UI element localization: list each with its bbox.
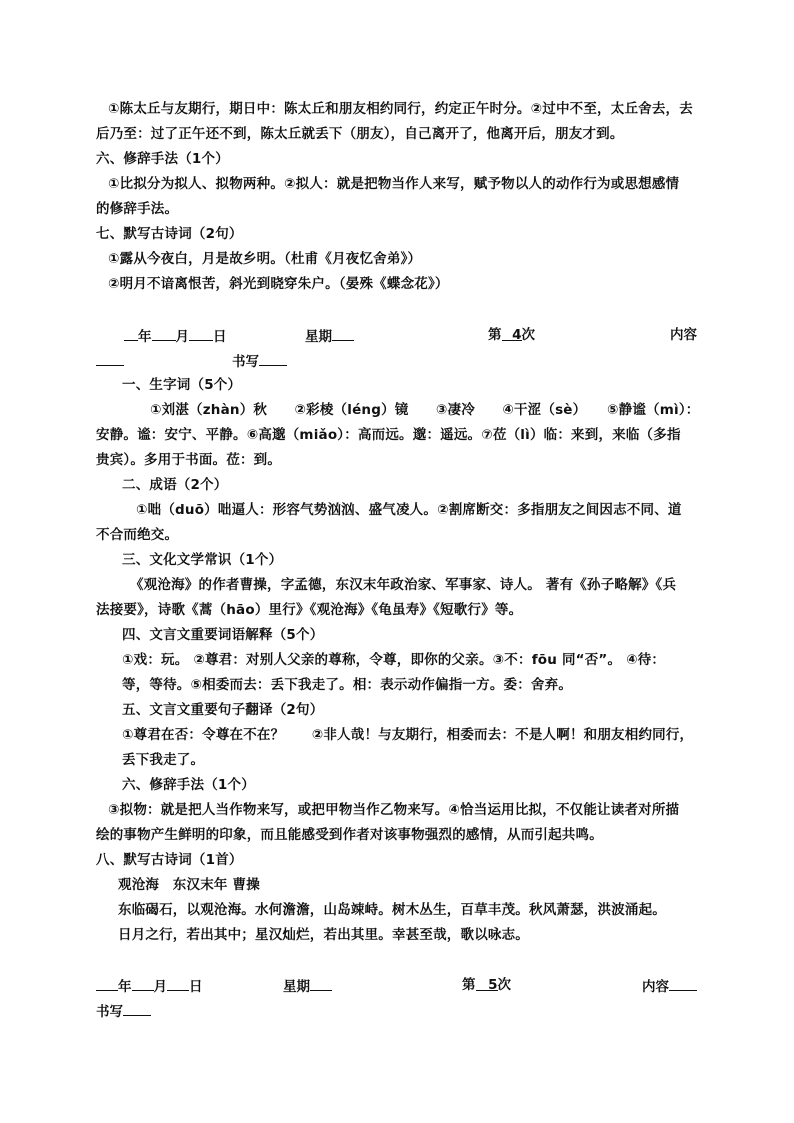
poem-line2: 日月之行，若出其中；星汉灿烂，若出其里。幸甚至哉，歌以咏志。 <box>118 927 529 943</box>
day-blank[interactable] <box>189 326 213 341</box>
day-label: 日 <box>213 329 227 345</box>
poetry-line1: ①露从今夜白，月是故乡明。（杜甫《月夜忆舍弟》） <box>108 251 422 267</box>
literature-line2: 法接要》，诗歌《蒿（hāo）里行》《观沧海》《龟虽寿》《短歌行》等。 <box>96 602 523 618</box>
session-suffix: 次 <box>497 977 511 993</box>
weekday-field-5 <box>283 976 332 996</box>
writing-blank[interactable] <box>123 1001 151 1016</box>
literature-line1: 《观沧海》的作者曹操，字孟德，东汉末年政治家、军事家、诗人。 著有《孙子略解》《兵 <box>130 577 677 593</box>
year-label: 年 <box>138 329 152 345</box>
section-heading-poem: 八、默写古诗词（1首） <box>96 852 243 868</box>
paragraph-rhetoric-line2: 的修辞手法。 <box>96 201 179 217</box>
date-header-4 <box>124 326 227 346</box>
month-label: 月 <box>153 979 167 995</box>
session-prefix: 第 <box>462 977 476 993</box>
writing-label: 书写 <box>96 1004 123 1020</box>
session-count-4 <box>488 326 535 344</box>
session-prefix: 第 <box>488 327 502 343</box>
session-number: 5 <box>476 976 498 991</box>
date-header-5 <box>96 976 203 996</box>
section-heading-idioms: 二、成语（2个） <box>122 477 228 493</box>
section-heading-rhetoric: 六、修辞手法（1个） <box>96 151 229 167</box>
rhetoric2-line1: ③拟物：就是把人当作物来写，或把甲物当作乙物来写。④恰当运用比拟，不仅能让读者对所描 <box>108 802 680 818</box>
content-label-4: 内容 <box>670 327 697 343</box>
writing-blank[interactable] <box>259 351 287 366</box>
content-blank-4 <box>96 351 124 371</box>
idioms-line2: 不合而绝交。 <box>96 527 179 543</box>
poetry-line2: ②明月不谙离恨苦，斜光到晓穿朱户。（晏殊《蝶念花》） <box>108 276 449 292</box>
paragraph-rhetoric-line1: ①比拟分为拟人、拟物两种。②拟人：就是把物当作人来写，赋予物以人的动作行为或思想感情 <box>108 176 680 192</box>
section-heading-words: 四、文言文重要词语解释（5个） <box>122 627 324 643</box>
weekday-label: 星期 <box>283 979 310 995</box>
section-heading-poetry: 七、默写古诗词（2句） <box>96 226 243 242</box>
idioms-line1: ①咄（duō）咄逼人：形容气势汹汹、盛气凌人。②割席断交：多指朋友之间因志不同、道 <box>136 502 682 518</box>
paragraph-translation-line1: ①陈太丘与友期行，期日中：陈太丘和朋友相约同行，约定正午时分。②过中不至，太丘舍去，去 <box>108 101 693 117</box>
session-number: 4 <box>502 326 522 341</box>
weekday-blank[interactable] <box>332 326 354 341</box>
content-blank[interactable] <box>669 976 697 991</box>
day-label: 日 <box>189 979 203 995</box>
section-heading-rhetoric-2: 六、修辞手法（1个） <box>122 777 255 793</box>
content-label: 内容 <box>642 979 669 995</box>
year-blank[interactable] <box>96 976 118 991</box>
content-field-5 <box>642 976 697 996</box>
words-line1: ①戏：玩。 ②尊君：对别人父亲的尊称，令尊，即你的父亲。③不：fōu 同“否”。 ④待： <box>122 652 666 668</box>
month-blank[interactable] <box>152 326 176 341</box>
weekday-label: 星期 <box>305 329 332 345</box>
weekday-field-4 <box>305 326 354 346</box>
content-blank[interactable] <box>96 351 124 366</box>
writing-field-4 <box>232 351 287 371</box>
day-blank[interactable] <box>167 976 189 991</box>
month-blank[interactable] <box>132 976 154 991</box>
rhetoric2-line2: 绘的事物产生鲜明的印象，而且能感受到作者对该事物强烈的感情，从而引起共鸣。 <box>96 827 603 843</box>
weekday-blank[interactable] <box>310 976 332 991</box>
session-count-5 <box>462 976 511 994</box>
vocab-line2: 安静。谧：安宁、平静。⑥高邈（miǎo）：高而远。邈：遥远。⑦莅（lì）临：来到，来临（多指 <box>96 427 681 443</box>
session-suffix: 次 <box>521 327 535 343</box>
section-heading-sentences: 五、文言文重要句子翻译（2句） <box>122 702 324 718</box>
writing-field-5 <box>96 1001 151 1021</box>
sentences-line2: 丢下我走了。 <box>122 752 205 768</box>
words-line2: 等，等待。⑤相委而去：丢下我走了。相：表示动作偏指一方。委：舍弃。 <box>122 677 573 693</box>
section-heading-vocab: 一、生字词（5个） <box>122 377 242 393</box>
section-heading-literature: 三、文化文学常识（1个） <box>122 552 283 568</box>
sentences-line1: ①尊君在否：令尊在不在？ ②非人哉！与友期行，相委而去：不是人啊！和朋友相约同行， <box>122 727 694 743</box>
month-label: 月 <box>175 329 189 345</box>
poem-title: 观沧海 东汉末年 曹操 <box>118 877 260 893</box>
vocab-line3: 贵宾）。多用于书面。莅：到。 <box>96 452 282 468</box>
year-label: 年 <box>118 979 132 995</box>
paragraph-translation-line2: 后乃至：过了正午还不到，陈太丘就丢下（朋友），自己离开了，他离开后，朋友才到。 <box>96 126 624 142</box>
year-blank[interactable] <box>124 326 138 341</box>
poem-line1: 东临碣石，以观沧海。水何澹澹，山岛竦峙。树木丛生，百草丰茂。秋风萧瑟，洪波涌起。 <box>118 902 666 918</box>
writing-label: 书写 <box>232 354 259 370</box>
vocab-line1: ①刘湛（zhàn）秋 ②彩棱（léng）镜 ③凄冷 ④干涩（sè） ⑤静谧（mì）： <box>150 402 700 418</box>
